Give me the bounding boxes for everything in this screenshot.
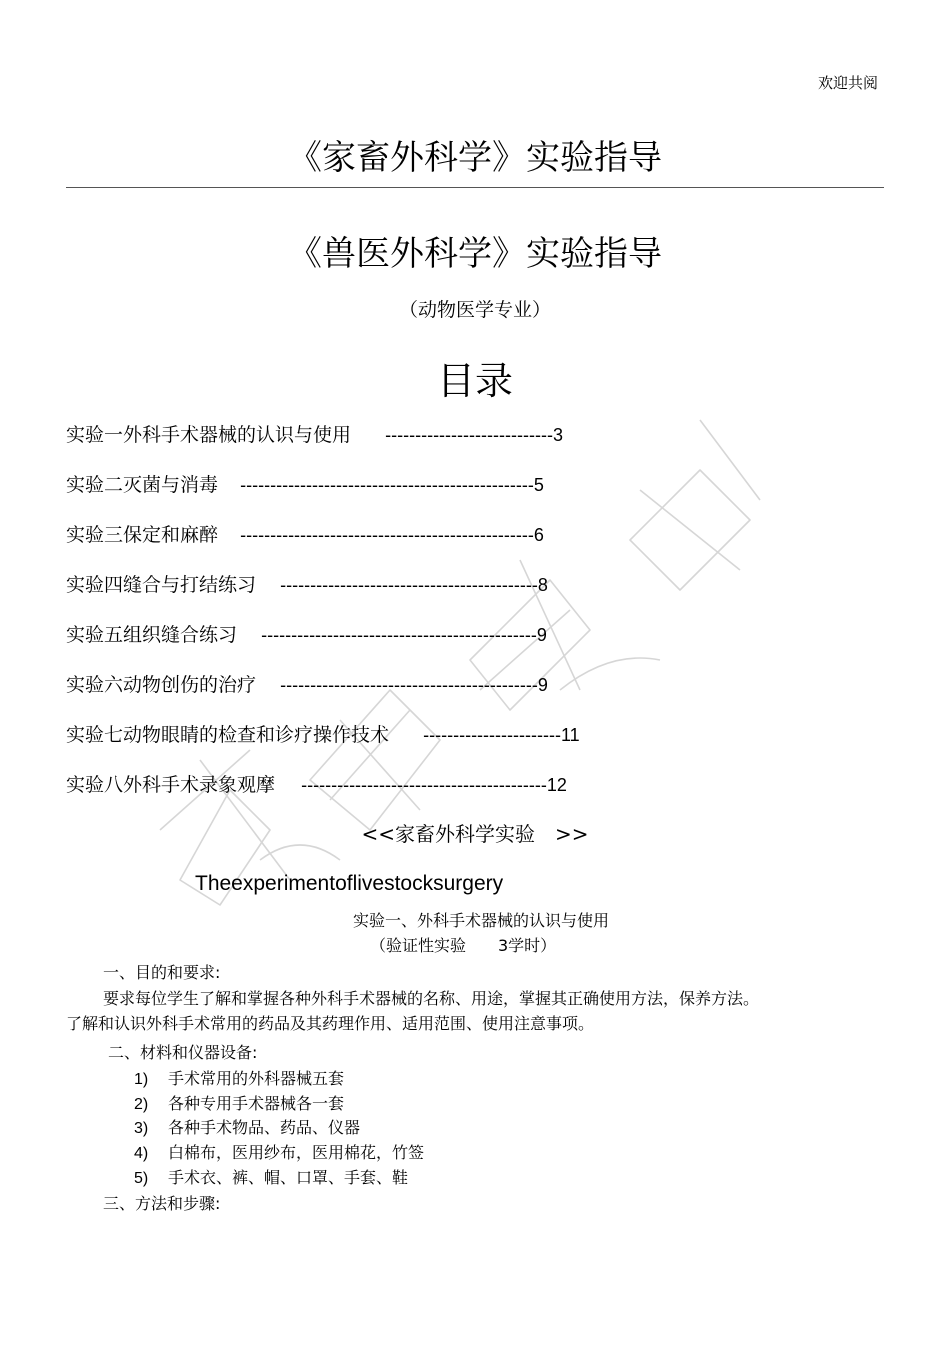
- toc-item-label: 实验一外科手术器械的认识与使用: [66, 424, 352, 446]
- list-text: 白棉布，医用纱布，医用棉花，竹签: [168, 1143, 425, 1162]
- toc-item-label: 实验八外科手术录象观摩: [66, 774, 276, 796]
- document-title-primary: 《家畜外科学》实验指导: [288, 138, 662, 178]
- toc-page-number: 11: [560, 725, 580, 745]
- list-number: 4): [134, 1145, 149, 1162]
- list-text: 各种专用手术器械各一套: [168, 1094, 345, 1113]
- objectives-text-line2: 了解和认识外科手术常用的药品及其药理作用、适用范围、使用注意事项。: [66, 1014, 595, 1033]
- header-note: 欢迎共阅: [817, 74, 878, 92]
- toc-page-number: 9: [537, 675, 548, 695]
- toc-item-label: 实验二灭菌与消毒: [66, 474, 219, 496]
- toc-item-label: 实验五组织缝合练习: [66, 624, 238, 646]
- toc-leader: -------------------------------------------------: [240, 475, 534, 495]
- objectives-heading: 一、目的和要求:: [103, 963, 221, 982]
- list-item: [134, 1165, 408, 1188]
- list-item: [134, 1140, 424, 1163]
- document-subtitle: （动物医学专业）: [398, 299, 551, 321]
- toc-leader: ----------------------------: [385, 425, 553, 445]
- list-number: 5): [134, 1170, 149, 1187]
- toc-page-number: 12: [546, 775, 567, 795]
- list-number: 1): [134, 1071, 149, 1088]
- title-divider: [66, 187, 884, 188]
- experiment-subtitle: （验证性实验 3学时）: [370, 936, 557, 955]
- toc-page-number: 9: [536, 625, 547, 645]
- section-title: <<家畜外科学实验 >>: [361, 822, 589, 846]
- list-number: 2): [134, 1096, 149, 1113]
- english-title: Theexperimentoflivestocksurgery: [195, 872, 504, 895]
- toc-item[interactable]: [66, 620, 547, 647]
- toc-item-label: 实验七动物眼睛的检查和诊疗操作技术: [66, 724, 390, 746]
- toc-leader: -------------------------------------------: [280, 575, 538, 595]
- toc-leader: -----------------------------------------: [301, 775, 547, 795]
- toc-item[interactable]: [66, 470, 544, 497]
- objectives-text-line1: 要求每位学生了解和掌握各种外科手术器械的名称、用途，掌握其正确使用方法，保养方法。: [103, 989, 760, 1008]
- toc-item[interactable]: [66, 770, 567, 797]
- list-item: [134, 1115, 360, 1138]
- toc-item-label: 实验四缝合与打结练习: [66, 574, 257, 596]
- toc-item-label: 实验三保定和麻醉: [66, 524, 219, 546]
- toc-leader: -------------------------------------------------: [240, 525, 534, 545]
- list-text: 手术衣、裤、帽、口罩、手套、鞋: [168, 1168, 409, 1187]
- methods-heading: 三、方法和步骤:: [103, 1194, 221, 1213]
- toc-page-number: 3: [552, 425, 563, 445]
- toc-item[interactable]: [66, 570, 548, 597]
- toc-page-number: 8: [537, 575, 548, 595]
- toc-item[interactable]: [66, 520, 544, 547]
- toc-leader: -----------------------: [423, 725, 561, 745]
- toc-page-number: 6: [533, 525, 544, 545]
- toc-item[interactable]: [66, 670, 548, 697]
- toc-page-number: 5: [533, 475, 544, 495]
- experiment-title: 实验一、外科手术器械的认识与使用: [352, 911, 609, 930]
- list-text: 各种手术物品、药品、仪器: [168, 1118, 361, 1137]
- list-text: 手术常用的外科器械五套: [168, 1069, 345, 1088]
- document-title-secondary: 《兽医外科学》实验指导: [288, 234, 662, 274]
- list-item: [134, 1091, 344, 1114]
- toc-heading: 目录: [436, 359, 513, 403]
- toc-item-label: 实验六动物创伤的治疗: [66, 674, 257, 696]
- toc-leader: ----------------------------------------------: [261, 625, 537, 645]
- toc-item[interactable]: [66, 720, 580, 747]
- list-number: 3): [134, 1120, 149, 1137]
- toc-leader: -------------------------------------------: [280, 675, 538, 695]
- toc-item[interactable]: [66, 420, 563, 447]
- list-item: [134, 1066, 344, 1089]
- materials-heading: 二、材料和仪器设备:: [108, 1043, 258, 1062]
